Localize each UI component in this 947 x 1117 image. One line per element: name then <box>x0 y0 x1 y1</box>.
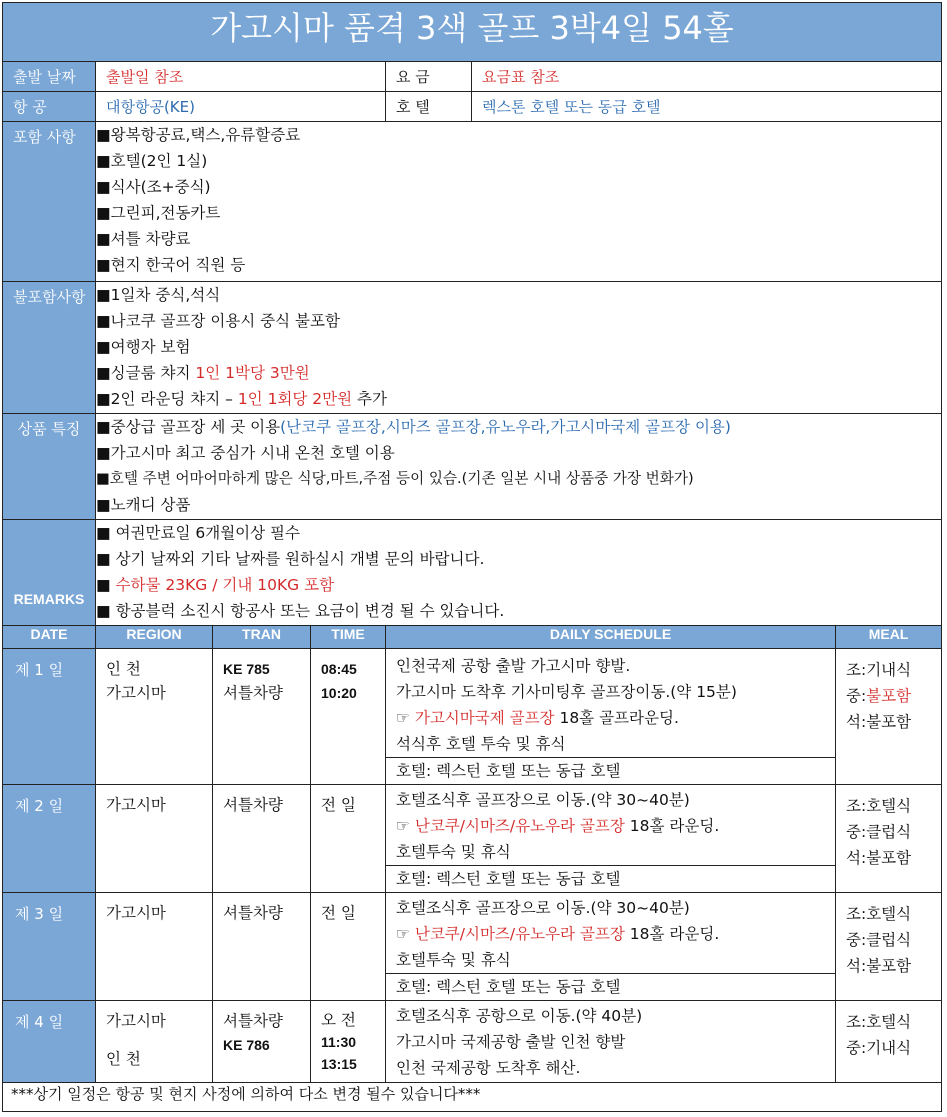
features-label: 상품 특징 <box>3 414 96 520</box>
schedule-line <box>386 705 835 731</box>
schedule-cell <box>386 785 836 893</box>
feature-courses-label: ■중상급 골프장 세 곳 이용 <box>96 418 281 436</box>
meal-dinner: 석:불포함 <box>846 713 912 731</box>
airline-value: 대항항공(KE) <box>96 92 386 122</box>
remark-marker: ■ <box>96 576 116 594</box>
transport-cell: 셔틀차량 <box>213 785 311 893</box>
meal-lunch: 중:클럽식 <box>846 931 912 949</box>
airline-label: 항 공 <box>3 92 96 122</box>
golf-course-name: 난코쿠/시마즈/유노우라 골프장 <box>414 817 625 835</box>
transport-text: 셔틀차량 <box>223 1012 283 1030</box>
transport-cell <box>213 649 311 785</box>
meal-cell <box>836 785 942 893</box>
transport-text: 셔틀차량 <box>223 684 283 702</box>
transport-cell <box>213 1001 311 1083</box>
remark-item: ■ 상기 날짜외 기타 날짜를 원하실시 개별 문의 바랍니다. <box>96 550 485 568</box>
day-label: 제 2 일 <box>3 785 96 893</box>
excluded-item <box>96 360 941 386</box>
region-text: 인 천 <box>106 660 141 678</box>
schedule-text: 18홀 라운딩. <box>624 925 720 943</box>
included-item: ■현지 한국어 직원 등 <box>96 256 246 274</box>
flight-number: KE 786 <box>223 1037 270 1053</box>
feature-courses-list: (난코쿠 골프장,시마즈 골프장,유노우라,가고시마국제 골프장 이용) <box>280 418 731 436</box>
meal-cell <box>836 1001 942 1083</box>
included-list <box>96 122 942 282</box>
single-room-charge-label: ■싱글룸 챠지 <box>96 364 196 382</box>
included-item: ■왕복항공료,택스,유류할증료 <box>96 126 301 144</box>
meal-cell <box>836 893 942 1001</box>
day-label: 제 3 일 <box>3 893 96 1001</box>
schedule-line: 석식후 호텔 투숙 및 휴식 <box>396 735 566 753</box>
meal-cell <box>836 649 942 785</box>
hotel-value: 렉스톤 호텔 또는 동급 호텔 <box>472 92 942 122</box>
schedule-line: 인천 국제공항 도착후 해산. <box>396 1059 581 1077</box>
meal-lunch: 중:클럽식 <box>846 823 912 841</box>
feature-item <box>96 414 941 440</box>
schedule-line: 호텔조식후 골프장으로 이동.(약 30~40분) <box>396 791 690 809</box>
excluded-item: ■1일차 중식,석식 <box>96 286 221 304</box>
schedule-cell <box>386 893 836 1001</box>
region-text: 가고시마 <box>106 684 166 702</box>
remarks-label: REMARKS <box>3 520 96 626</box>
page-title: 가고시마 품격 3색 골프 3박4일 54홀 <box>3 3 942 62</box>
price-label: 요 금 <box>386 62 472 92</box>
time-text: 08:45 <box>321 661 357 677</box>
meal-dinner: 석:불포함 <box>846 849 912 867</box>
feature-item: ■호텔 주변 어마어마하게 많은 식당,마트,주점 등이 있슴.(기존 일본 시내 상품중 가장 번화가) <box>96 470 694 487</box>
meal-breakfast: 조:기내식 <box>846 661 912 679</box>
schedule-row-day-4 <box>3 1001 942 1083</box>
transport-cell: 셔틀차량 <box>213 893 311 1001</box>
time-cell <box>311 1001 386 1083</box>
schedule-line: 호텔조식후 골프장으로 이동.(약 30~40분) <box>396 899 690 917</box>
schedule-line: 호텔조식후 공항으로 이동.(약 40분) <box>396 1007 643 1025</box>
time-cell <box>311 649 386 785</box>
schedule-line: 가고시마 도착후 기사미팅후 골프장이동.(약 15분) <box>396 683 737 701</box>
hotel-label: 호 텔 <box>386 92 472 122</box>
meal-lunch <box>846 683 941 709</box>
single-room-charge-amount: 1인 1박당 3만원 <box>195 364 310 382</box>
hotel-line: 호텔: 렉스턴 호텔 또는 동급 호텔 <box>386 973 835 1000</box>
region-text: 인 천 <box>106 1050 141 1068</box>
schedule-row-day-3 <box>3 893 942 1001</box>
two-player-charge-amount: 1인 1회당 2만원 <box>237 390 353 408</box>
schedule-cell <box>386 1001 836 1083</box>
header-region: REGION <box>96 626 213 649</box>
departure-label: 출발 날짜 <box>3 62 96 92</box>
pointing-hand-icon: ☞ <box>396 817 410 835</box>
schedule-row-day-1 <box>3 649 942 785</box>
time-cell: 전 일 <box>311 893 386 1001</box>
pointing-hand-icon: ☞ <box>396 709 410 727</box>
schedule-line: 가고시마 국제공항 출발 인천 향발 <box>396 1033 626 1051</box>
included-item: ■그린피,전동카트 <box>96 204 221 222</box>
meal-lunch-label: 중: <box>846 687 867 705</box>
excluded-item: ■나코쿠 골프장 이용시 중식 불포함 <box>96 312 340 330</box>
header-time: TIME <box>311 626 386 649</box>
meal-breakfast: 조:호텔식 <box>846 1013 912 1031</box>
excluded-item: ■여행자 보험 <box>96 338 191 356</box>
included-label: 포함 사항 <box>3 122 96 282</box>
remark-item: ■ 여권만료일 6개월이상 필수 <box>96 524 300 542</box>
baggage-allowance: 수하물 23KG / 기내 10KG 포함 <box>115 576 335 594</box>
meal-lunch-value: 불포함 <box>866 687 912 705</box>
time-text: 13:15 <box>321 1056 357 1072</box>
meal-lunch: 중:기내식 <box>846 1039 912 1057</box>
header-tran: TRAN <box>213 626 311 649</box>
excluded-list <box>96 282 942 414</box>
schedule-line: 호텔투숙 및 휴식 <box>396 951 511 969</box>
day-label: 제 1 일 <box>3 649 96 785</box>
golf-course-name: 난코쿠/시마즈/유노우라 골프장 <box>414 925 625 943</box>
region-text: 가고시마 <box>106 1012 166 1030</box>
day-label: 제 4 일 <box>3 1001 96 1083</box>
footer-note: ***상기 일정은 항공 및 현지 사정에 의하여 다소 변경 될수 있습니다*** <box>3 1083 942 1112</box>
departure-value: 출발일 참조 <box>96 62 386 92</box>
schedule-row-day-2 <box>3 785 942 893</box>
excluded-item <box>96 386 941 412</box>
included-item: ■셔틀 차량료 <box>96 230 191 248</box>
remark-item: ■ 항공블럭 소진시 항공사 또는 요금이 변경 될 수 있습니다. <box>96 602 505 620</box>
schedule-line: 인천국제 공항 출발 가고시마 향발. <box>396 657 631 675</box>
remark-item <box>96 572 941 598</box>
time-cell: 전 일 <box>311 785 386 893</box>
region-cell: 가고시마 <box>96 893 213 1001</box>
meal-breakfast: 조:호텔식 <box>846 905 912 923</box>
itinerary-page <box>2 2 945 1112</box>
time-text: 오 전 <box>321 1011 356 1029</box>
price-value: 요금표 참조 <box>472 62 942 92</box>
remarks-list <box>96 520 942 626</box>
region-cell <box>96 649 213 785</box>
two-player-charge-suffix: 추가 <box>352 390 387 408</box>
two-player-charge-label: ■2인 라운딩 챠지 – <box>96 390 238 408</box>
included-item: ■호텔(2인 1실) <box>96 152 208 170</box>
excluded-label: 불포함사항 <box>3 282 96 414</box>
pointing-hand-icon: ☞ <box>396 925 410 943</box>
region-cell: 가고시마 <box>96 785 213 893</box>
meal-dinner: 석:불포함 <box>846 957 912 975</box>
region-cell <box>96 1001 213 1083</box>
included-item: ■식사(조+중식) <box>96 178 211 196</box>
flight-number: KE 785 <box>223 661 270 677</box>
feature-item: ■가고시마 최고 중심가 시내 온천 호텔 이용 <box>96 444 395 462</box>
schedule-line <box>386 921 835 947</box>
schedule-text: 18홀 골프라운딩. <box>554 709 679 727</box>
hotel-line: 호텔: 렉스턴 호텔 또는 동급 호텔 <box>386 757 835 784</box>
header-date: DATE <box>3 626 96 649</box>
header-daily-schedule: DAILY SCHEDULE <box>386 626 836 649</box>
itinerary-table <box>2 2 942 1112</box>
time-text: 10:20 <box>321 685 357 701</box>
meal-breakfast: 조:호텔식 <box>846 797 912 815</box>
features-list <box>96 414 942 520</box>
feature-item: ■노캐디 상품 <box>96 496 191 514</box>
time-text: 11:30 <box>321 1034 357 1050</box>
schedule-text: 18홀 라운딩. <box>624 817 720 835</box>
schedule-line <box>386 813 835 839</box>
golf-course-name: 가고시마국제 골프장 <box>414 709 555 727</box>
schedule-cell <box>386 649 836 785</box>
schedule-line: 호텔투숙 및 휴식 <box>396 843 511 861</box>
hotel-line: 호텔: 렉스턴 호텔 또는 동급 호텔 <box>386 865 835 892</box>
header-meal: MEAL <box>836 626 942 649</box>
